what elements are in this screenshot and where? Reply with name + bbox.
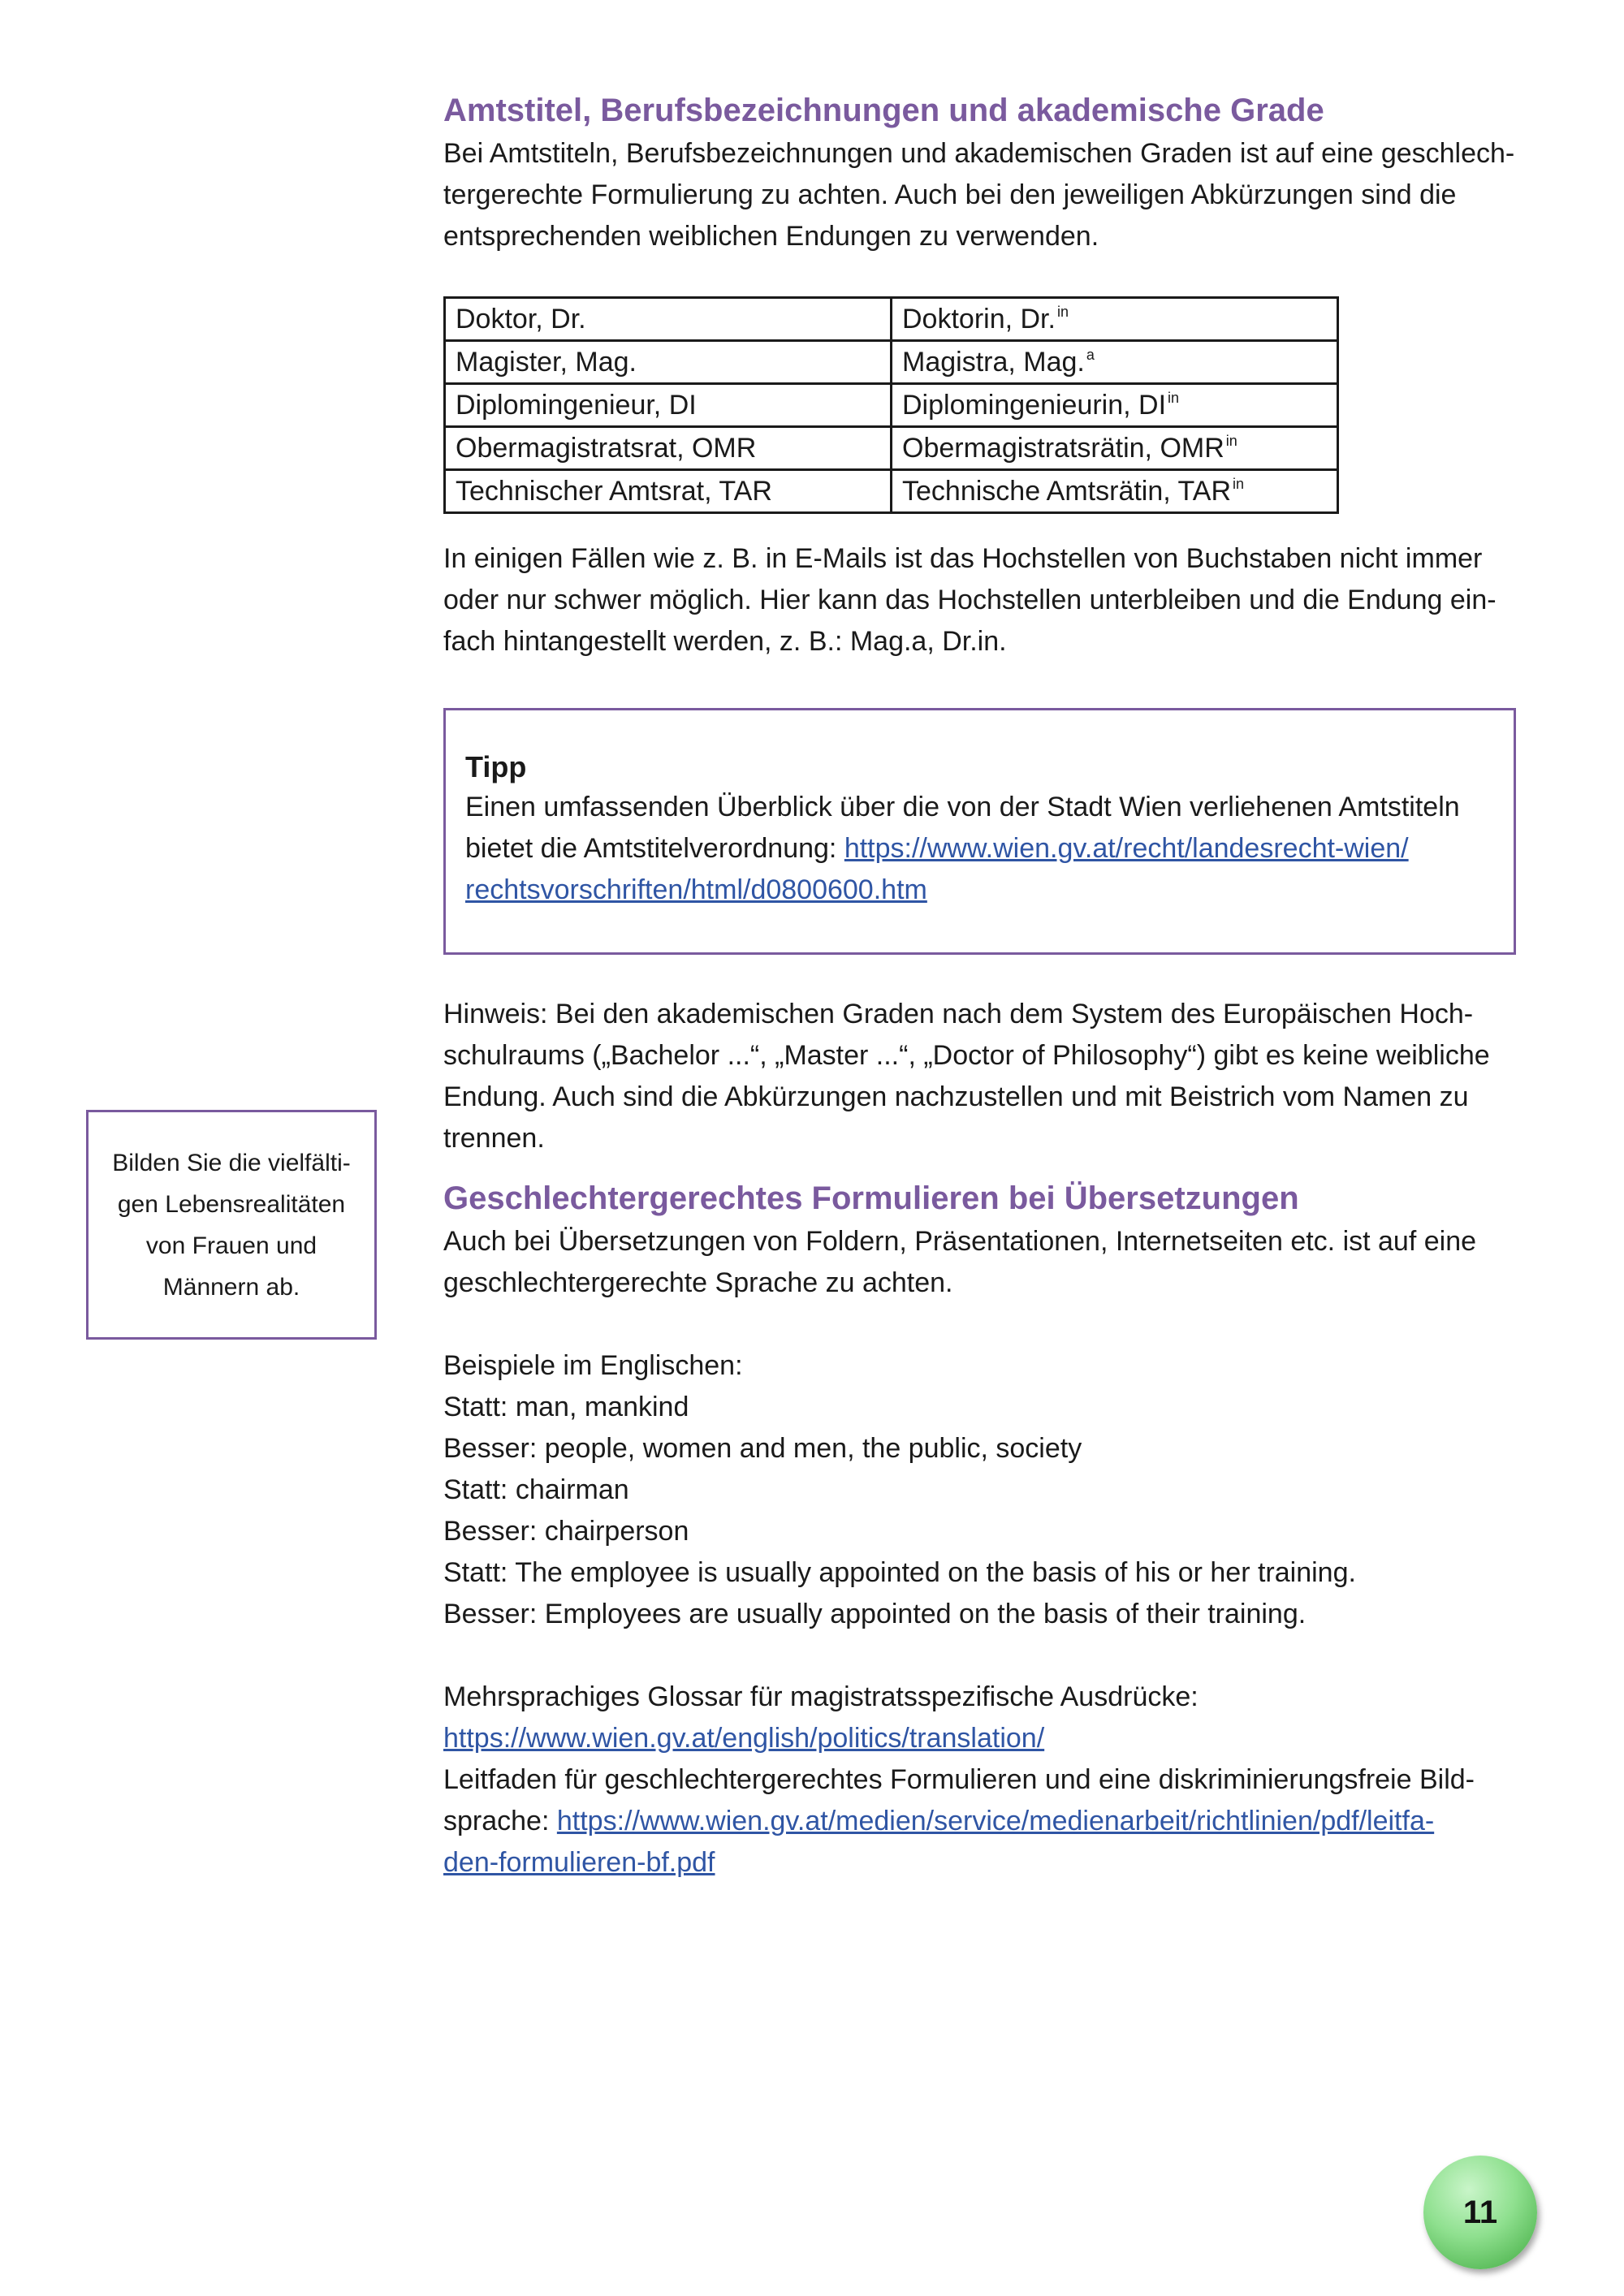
female-ending-superscript: a [1086,347,1095,363]
female-title-text: Doktorin, Dr. [902,304,1056,334]
female-title-text: Obermagistratsrätin, OMR [902,433,1224,464]
tip-line [465,870,1494,911]
superscript-note-line: In einigen Fällen wie z. B. in E-Mails ist das Hochstellen von Buchstaben nicht immer [443,543,1483,574]
margin-note-box [86,1110,377,1340]
translations-intro-line: geschlechtergerechte Sprache zu achten. [443,1267,953,1298]
male-title-cell: Technischer Amtsrat, TAR [445,470,892,513]
glossary-link-line [443,1718,1540,1759]
example-line: Statt: chairman [443,1474,629,1505]
male-title-cell: Doktor, Dr. [445,298,892,341]
margin-note-line: Bilden Sie die vielfälti- [112,1149,351,1176]
female-ending-superscript: in [1056,304,1069,320]
example-line: Besser: people, women and men, the public, society [443,1433,1082,1464]
leitfaden-prefix: sprache: [443,1806,557,1836]
hinweis-line: trennen. [443,1123,545,1154]
male-title-cell: Diplomingenieur, DI [445,384,892,427]
titles-intro-line: Bei Amtstiteln, Berufsbezeichnungen und akademischen Graden ist auf eine geschlech- [443,138,1515,169]
leitfaden-link-line [443,1842,1540,1884]
hinweis-line: Endung. Auch sind die Abkürzungen nachzustellen und mit Beistrich vom Namen zu [443,1081,1469,1112]
leitfaden-line: Leitfaden für geschlechtergerechtes Formulieren und eine diskriminierungsfreie Bild- [443,1764,1475,1795]
page-number-badge: 11 [1423,2156,1537,2269]
tip-line: Einen umfassenden Überblick über die von der Stadt Wien verliehenen Amtstiteln [465,792,1460,822]
table-row [445,298,1338,341]
leitfaden-link-line [443,1801,1540,1842]
table-row [445,341,1338,384]
female-title-cell [892,470,1338,513]
titles-intro-line: entsprechenden weiblichen Endungen zu verwenden. [443,221,1099,252]
example-line: Besser: Employees are usually appointed on the basis of their training. [443,1599,1307,1629]
superscript-note-line: fach hintangestellt werden, z. B.: Mag.a, Dr.in. [443,626,1007,657]
tip-title: Tipp [465,750,527,783]
table-row [445,470,1338,513]
female-title-cell [892,384,1338,427]
tip-box [443,708,1516,955]
titles-intro-line: tergerechte Formulierung zu achten. Auch bei den jeweiligen Abkürzungen sind die [443,179,1457,210]
female-title-cell [892,341,1338,384]
hinweis-line: schulraums („Bachelor ...“, „Master ...“, „Doctor of Philosophy“) gibt es keine weibliche [443,1040,1490,1071]
glossary-label: Mehrsprachiges Glossar für magistratsspezifische Ausdrücke: [443,1681,1199,1712]
female-title-cell [892,427,1338,470]
margin-note-line: Männern ab. [162,1273,300,1301]
female-ending-superscript: in [1168,390,1180,406]
tip-line-prefix: bietet die Amtstitelverordnung: [465,833,844,864]
leitfaden-link-continued[interactable]: den-formulieren-bf.pdf [443,1847,715,1878]
glossary-link[interactable]: https://www.wien.gv.at/english/politics/translation/ [443,1723,1045,1754]
female-ending-superscript: in [1225,433,1237,449]
margin-note-line: gen Lebensrealitäten [117,1190,346,1218]
main-content [443,88,1540,1884]
female-title-cell [892,298,1338,341]
titles-table [443,296,1339,514]
female-title-text: Magistra, Mag. [902,347,1085,378]
tip-line [465,828,1494,870]
leitfaden-link[interactable]: https://www.wien.gv.at/medien/service/medienarbeit/richtlinien/pdf/leitfa- [556,1806,1435,1836]
table-row [445,427,1338,470]
amtstitelverordnung-link-continued[interactable]: rechtsvorschriften/html/d0800600.htm [465,874,927,905]
female-ending-superscript: in [1233,476,1245,492]
section-heading-titles: Amtstitel, Berufsbezeichnungen und akademische Grade [443,93,1324,128]
male-title-cell: Magister, Mag. [445,341,892,384]
hinweis-line: Hinweis: Bei den akademischen Graden nach dem System des Europäischen Hoch- [443,999,1474,1029]
female-title-text: Diplomingenieurin, DI [902,390,1167,421]
section-heading-translations: Geschlechtergerechtes Formulieren bei Übersetzungen [443,1180,1299,1216]
example-line: Besser: chairperson [443,1516,689,1547]
translations-intro-line: Auch bei Übersetzungen von Foldern, Präsentationen, Internetseiten etc. ist auf eine [443,1226,1477,1257]
amtstitelverordnung-link[interactable]: https://www.wien.gv.at/recht/landesrecht-wien/ [844,833,1409,864]
female-title-text: Technische Amtsrätin, TAR [902,476,1232,507]
male-title-cell: Obermagistratsrat, OMR [445,427,892,470]
examples-label: Beispiele im Englischen: [443,1350,743,1381]
example-line: Statt: The employee is usually appointed on the basis of his or her training. [443,1557,1356,1588]
margin-note-text [102,1142,361,1308]
example-line: Statt: man, mankind [443,1392,689,1422]
margin-note-line: von Frauen und [145,1232,317,1259]
superscript-note-line: oder nur schwer möglich. Hier kann das Hochstellen unterbleiben und die Endung ein- [443,585,1497,615]
table-row [445,384,1338,427]
